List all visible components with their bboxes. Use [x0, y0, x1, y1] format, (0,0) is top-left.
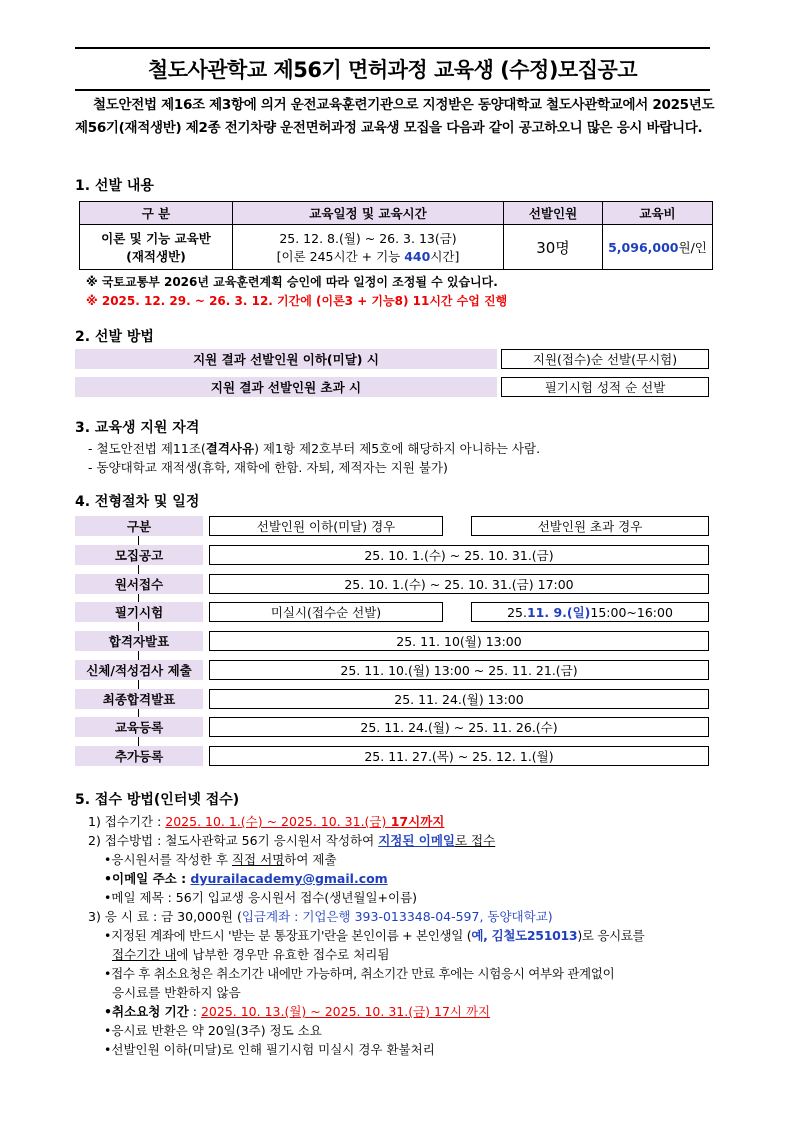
- section-2-heading: 2. 선발 방법: [75, 329, 154, 345]
- col-header-schedule: 교육일정 및 교육시간: [233, 202, 504, 225]
- step-value: 25. 10. 1.(수) ~ 25. 10. 31.(금): [209, 545, 709, 565]
- step-value: 25. 11. 10(월) 13:00: [209, 631, 709, 651]
- step-label: 최종합격발표: [75, 689, 203, 709]
- step-value: 25. 11. 24.(월) ~ 25. 11. 26.(수): [209, 717, 709, 737]
- method-label: 지원 결과 선발인원 초과 시: [75, 377, 497, 397]
- qualification-line2: - 동양대학교 재적생(휴학, 재학에 한함. 자퇴, 제적자는 지원 불가): [88, 460, 448, 475]
- step-value: 25. 11. 27.(목) ~ 25. 12. 1.(월): [209, 746, 709, 766]
- step-label: 모집공고: [75, 545, 203, 565]
- category-line1: 이론 및 기능 교육반: [101, 231, 211, 246]
- title-box: [75, 47, 710, 91]
- procedure-step: [75, 574, 711, 596]
- step-label: 신체/적성검사 제출: [75, 660, 203, 680]
- method-label: 지원 결과 선발인원 이하(미달) 시: [75, 349, 497, 369]
- procedure-step: [75, 717, 711, 739]
- section-4-heading: 4. 전형절차 및 일정: [75, 494, 200, 510]
- fee-cell: 5,096,000원/인: [603, 225, 713, 270]
- method-row-under: [75, 349, 711, 369]
- step-label: 교육등록: [75, 717, 203, 737]
- section-5-heading: 5. 접수 방법(인터넷 접수): [75, 792, 240, 808]
- procedure-step: [75, 689, 711, 711]
- category-line2: (재적생반): [126, 249, 186, 264]
- step-label: 합격자발표: [75, 631, 203, 651]
- app-sign: •응시원서를 작성한 후 직접 서명하여 제출: [104, 852, 337, 867]
- step-value: 25. 11. 24.(월) 13:00: [209, 689, 709, 709]
- email-link[interactable]: dyurailacademy@gmail.com: [190, 871, 388, 886]
- procedure-step: [75, 746, 711, 768]
- app-cancel-note: •접수 후 취소요청은 취소기간 내에만 가능하며, 취소기간 만료 후에는 시험응시 여부와 관계없이: [104, 966, 615, 981]
- col-header-fee: 교육비: [603, 202, 713, 225]
- procedure-label: 구분: [75, 516, 203, 536]
- step-value-over: 25. 11. 9.(일) 15:00~16:00: [471, 602, 709, 622]
- app-email: •이메일 주소 : dyurailacademy@gmail.com: [104, 871, 388, 886]
- app-cancel-period: •취소요청 기간 : 2025. 10. 13.(월) ~ 2025. 10. 31.(금) 17시 까지: [104, 1004, 491, 1019]
- section-3-heading: 3. 교육생 지원 자격: [75, 420, 200, 436]
- app-refund-cond: •선발인원 이하(미달)로 인해 필기시험 미실시 경우 환불처리: [104, 1042, 435, 1057]
- procedure-step: [75, 545, 711, 567]
- step-value: 25. 11. 10.(월) 13:00 ~ 25. 11. 21.(금): [209, 660, 709, 680]
- intro-paragraph: 철도안전법 제16조 제3항에 의거 운전교육훈련기관으로 지정받은 동양대학교 철도사관학교에서 2025년도 제56기(재적생반) 제2종 전기차량 운전면허과정 교육생 모집을 다음과 같이 공고하오니 많은 응시 바랍니다.: [75, 97, 715, 136]
- app-mail-subject: •메일 제목 : 56기 입교생 응시원서 접수(생년월일+이름): [104, 890, 418, 905]
- procedure-step: [75, 602, 711, 624]
- step-label: 추가등록: [75, 746, 203, 766]
- col-header-category: 구 분: [80, 202, 233, 225]
- schedule-line1: 25. 12. 8.(월) ~ 26. 3. 13(금): [279, 231, 457, 246]
- qualification-line1: - 철도안전법 제11조(결격사유) 제1항 제2호부터 제5호에 해당하지 아니하는 사람.: [88, 441, 541, 456]
- col-under: 선발인원 이하(미달) 경우: [209, 516, 443, 536]
- app-refund-time: •응시료 반환은 약 20일(3주) 정도 소요: [104, 1023, 322, 1038]
- procedure-header-row: [75, 516, 711, 538]
- method-value: 지원(접수)순 선발(무시험): [501, 349, 709, 369]
- selection-table: [79, 201, 713, 270]
- step-label: 원서접수: [75, 574, 203, 594]
- step-label: 필기시험: [75, 602, 203, 622]
- app-fee: 3) 응 시 료 : 금 30,000원 (입금계좌 : 기업은행 393-013348-04-597, 동양대학교): [88, 909, 553, 924]
- note-schedule-adjust: ※ 국토교통부 2026년 교육훈련계획 승인에 따라 일정이 조정될 수 있습니다.: [86, 275, 498, 289]
- page-title: 철도사관학교 제56기 면허과정 교육생 (수정)모집공고: [147, 58, 638, 82]
- app-cancel-note2: 응시료를 반환하지 않음: [112, 985, 241, 1000]
- step-value-under: 미실시(접수순 선발): [209, 602, 443, 622]
- procedure-step: [75, 631, 711, 653]
- app-fee-valid: 접수기간 내에 납부한 경우만 유효한 접수로 처리됨: [112, 947, 390, 962]
- app-fee-account: •지정된 계좌에 반드시 '받는 분 통장표기'란을 본인이름 + 본인생일 (예, 김철도251013)로 응시료를: [104, 928, 645, 943]
- col-over: 선발인원 초과 경우: [471, 516, 709, 536]
- app-period: 1) 접수기간 : 2025. 10. 1.(수) ~ 2025. 10. 31.(금) 17시까지: [88, 814, 445, 829]
- col-header-count: 선발인원: [504, 202, 603, 225]
- method-row-over: [75, 377, 711, 397]
- note-extended-classes: ※ 2025. 12. 29. ~ 26. 3. 12. 기간에 (이론3 + 기능8) 11시간 수업 진행: [86, 294, 508, 308]
- procedure-step: [75, 660, 711, 682]
- schedule-cell: [233, 225, 504, 270]
- schedule-line2: [이론 245시간 + 기능 440시간]: [276, 249, 460, 264]
- app-method: 2) 접수방법 : 철도사관학교 56기 응시원서 작성하여 지정된 이메일로 접수: [88, 833, 496, 848]
- count-cell: 30명: [504, 225, 603, 270]
- section-1-heading: 1. 선발 내용: [75, 178, 154, 194]
- step-value: 25. 10. 1.(수) ~ 25. 10. 31.(금) 17:00: [209, 574, 709, 594]
- method-value: 필기시험 성적 순 선발: [501, 377, 709, 397]
- category-cell: [80, 225, 233, 270]
